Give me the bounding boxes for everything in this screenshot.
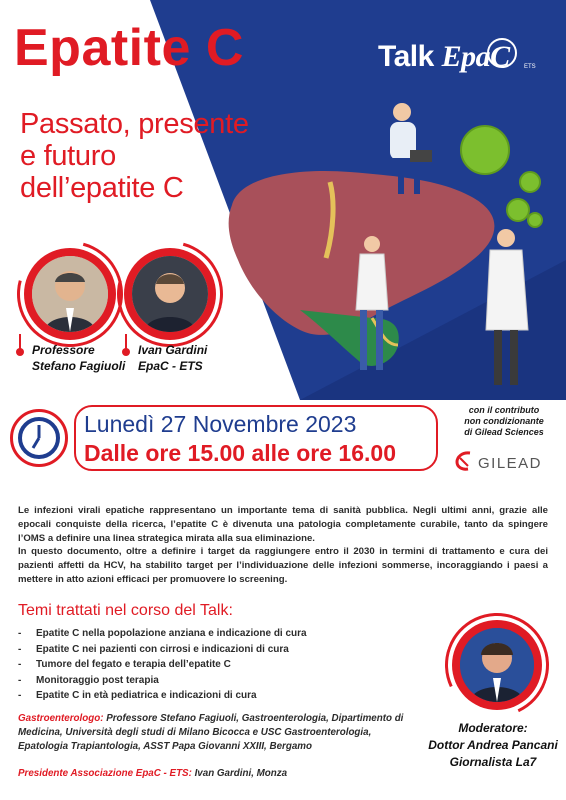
credit-label: Presidente Associazione EpaC - ETS: [18, 768, 192, 779]
bullet-dash: - [18, 674, 22, 686]
talk-label: Talk [378, 40, 434, 73]
gilead-logo-icon [454, 450, 474, 472]
pin-marker [125, 334, 127, 352]
intro-paragraph: Le infezioni virali epatiche rappresentano un importante tema di sanità pubblica. Negli ultimi anni, grazie alle epocali conquiste della ricerca, l’epatite C è divenuta una patologia completamente curabile, tanto da spingere l’OMS a definire una linea strategica mirata alla sua eliminazione. [18, 505, 548, 544]
ets-mark: ETS [524, 64, 536, 70]
speaker-name-gardini [138, 342, 207, 374]
credit-text: Professore Stefano Fagiuoli, Gastroenterologia, Dipartimento di Medicina, Università degli studi di Milano Bicocca e USC Gastroenterologia, Epatologia Trapiantologia, ASST Papa Giovanni XXIII, Bergamo [18, 713, 404, 752]
clock-icon [10, 409, 68, 467]
moderator-name: Dottor Andrea Pancani [428, 738, 558, 752]
subtitle-line: dell’epatite C [20, 172, 184, 204]
topic-text: Epatite C in età pediatrica e indicazioni di cura [36, 690, 257, 701]
topic-text: Tumore del fegato e terapia dell’epatite C [36, 659, 231, 670]
bullet-dash: - [18, 659, 22, 670]
list-item [18, 626, 307, 642]
speaker-name-line: Ivan Gardini [138, 343, 208, 357]
epac-label: EpaC [441, 40, 510, 73]
president-credit [18, 768, 287, 779]
bullet-dash: - [18, 643, 22, 655]
credit-text: Ivan Gardini, Monza [191, 768, 288, 779]
sponsor-note-line: con il contributo [468, 405, 540, 415]
sponsor-note-line: non condizionante [464, 416, 544, 426]
topic-text: Epatite C nella popolazione anziana e indicazione di cura [36, 628, 307, 639]
topics-heading: Temi trattati nel corso del Talk: [18, 602, 233, 619]
intro-text [18, 504, 548, 587]
moderator-avatar [452, 620, 542, 710]
speaker-name-line: Professore [32, 343, 95, 357]
gastroenterologist-credit [18, 712, 413, 754]
bullet-dash: - [18, 690, 22, 701]
sponsor-note [444, 405, 564, 438]
speaker-avatar-gardini [124, 248, 216, 340]
page-title: Epatite C [14, 19, 244, 77]
event-date: Lunedì 27 Novembre 2023 [84, 411, 357, 437]
event-time: Dalle ore 15.00 alle ore 16.00 [84, 440, 396, 466]
topic-text: Epatite C nei pazienti con cirrosi e indicazioni di cura [36, 643, 289, 655]
moderator-info [420, 720, 566, 771]
speaker-avatar-fagiuoli [24, 248, 116, 340]
speaker-name-fagiuoli [32, 342, 125, 374]
sponsor-note-line: di Gilead Sciences [464, 427, 544, 437]
list-item [18, 673, 307, 689]
moderator-photo [460, 628, 534, 702]
list-item [18, 688, 307, 704]
talk-epac-logo [378, 42, 510, 72]
subtitle-line: Passato, presente [20, 108, 249, 140]
subtitle-line: e futuro [20, 140, 116, 172]
speaker-name-line: EpaC - ETS [138, 359, 203, 373]
list-item [18, 657, 307, 673]
topic-text: Monitoraggio post terapia [36, 674, 159, 686]
speaker-name-line: Stefano Fagiuoli [32, 359, 126, 373]
bullet-dash: - [18, 628, 22, 639]
credit-label: Gastroenterologo: [18, 713, 104, 724]
subtitle [20, 108, 249, 204]
moderator-role: Giornalista La7 [449, 755, 537, 769]
speaker-photo [32, 256, 108, 332]
moderator-label: Moderatore: [458, 721, 528, 735]
pin-marker [19, 334, 21, 352]
gilead-logo-text: GILEAD [478, 455, 543, 472]
list-item [18, 642, 307, 658]
speaker-photo [132, 256, 208, 332]
intro-paragraph: In questo documento, oltre a definire i target da raggiungere entro il 2030 in termini di trattamento e cura dei pazienti affetti da HCV, ha stabilito target per l’individuazione delle infezioni sommerse, incoraggiando i paesi a mettere in atto azioni efficaci per promuovere lo screening. [18, 546, 548, 585]
topics-list [18, 626, 307, 704]
